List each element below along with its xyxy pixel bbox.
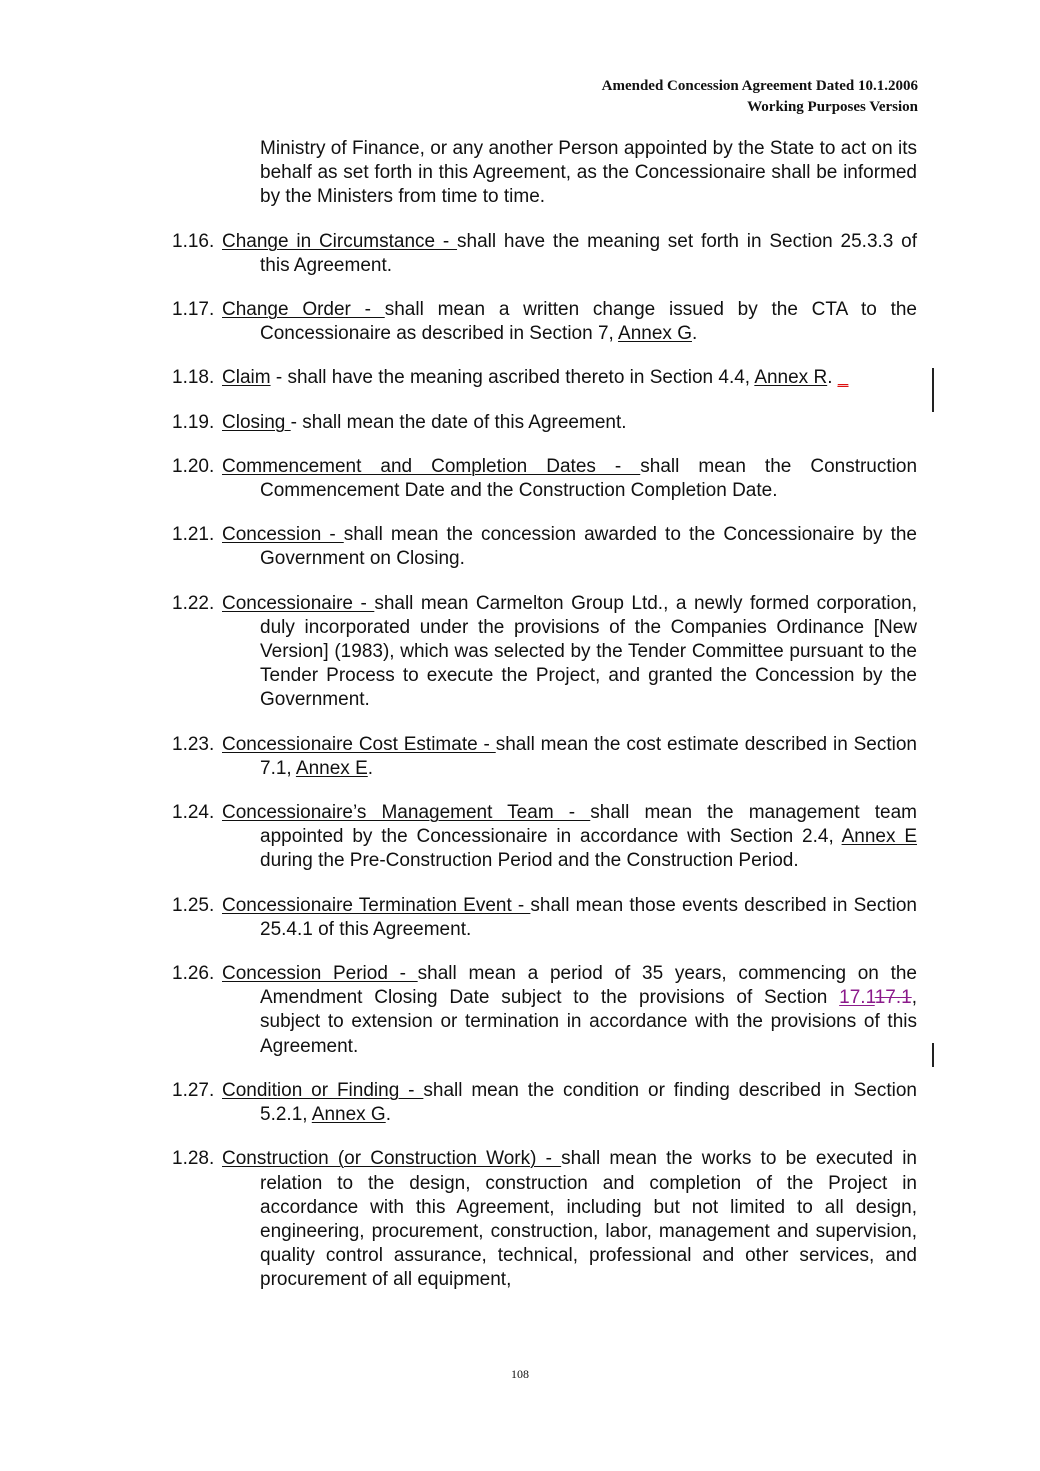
annex-reference[interactable]: Annex R: [754, 367, 828, 389]
definition-text: shall mean a period of 35 years, commencing on the Amendment Closing Date subject to the provisions of Section: [260, 963, 917, 1009]
revision-change-bar: [932, 368, 934, 412]
clause-number: 1.25.: [172, 894, 215, 916]
definition-1-23: [172, 733, 917, 781]
defined-term: Concessionaire Termination Event -: [222, 894, 531, 916]
defined-term: Concession -: [222, 524, 344, 546]
definition-text: shall mean Carmelton Group Ltd., a newly formed corporation, duly incorporated under the provisions of the Companies Ordinance [New Version] (1983), which was selected by the Tender Committee pursuant to the Tender Process to execute the Project, and granted the Concession by the Government.: [260, 592, 918, 711]
revision-mark: _: [837, 367, 849, 389]
revision-change-bar: [932, 1043, 934, 1067]
clause-number: 1.28.: [172, 1148, 215, 1170]
clause-number: 1.16.: [172, 230, 215, 252]
definition-text: shall mean the condition or finding described in Section 5.2.1,: [260, 1079, 917, 1126]
header-version: Working Purposes Version: [747, 99, 918, 115]
definition-text: shall mean the Construction Commencement Date and the Construction Completion Date.: [260, 455, 918, 502]
annex-reference[interactable]: Annex E: [295, 757, 368, 779]
definition-1-25: [172, 894, 917, 942]
definition-text: shall mean the concession awarded to the Concessionaire by the Government on Closing.: [260, 524, 917, 570]
defined-term: Change Order -: [222, 299, 385, 321]
annex-reference[interactable]: Annex G: [618, 323, 692, 345]
clause-number: 1.26.: [172, 963, 215, 985]
definition-1-21: [172, 523, 917, 571]
definition-text-end: .: [385, 1104, 391, 1126]
definition-text: shall mean the works to be executed in relation to the design, construction and completion of the Project in accordance with this Agreement, including but not limited to all design, engineering, procurement, construction, labor, management and supervision, quality control assurance, technical, professional and other services, and procurement of all equipment,: [260, 1148, 917, 1291]
clause-number: 1.18.: [172, 367, 215, 389]
definition-1-18: [172, 366, 917, 390]
clause-number: 1.21.: [172, 524, 215, 546]
clause-number: 1.22.: [172, 592, 215, 614]
definition-text: shall mean a written change issued by the CTA to the Concessionaire as described in Section 7,: [260, 299, 917, 345]
continuation-paragraph: Ministry of Finance, or any another Person appointed by the State to act on its behalf as set forth in this Agreement, as the Concessionaire shall be informed by the Ministers from time to time.: [260, 138, 917, 208]
defined-term: Construction (or Construction Work) -: [222, 1148, 562, 1170]
annex-reference[interactable]: Annex G: [311, 1104, 386, 1126]
defined-term: Concessionaire Cost Estimate -: [222, 733, 496, 755]
definition-text-end: , subject to extension or termination in accordance with the provisions of this Agreement.: [260, 987, 917, 1057]
inserted-section-ref[interactable]: 17.1: [839, 987, 875, 1009]
definition-1-17: [172, 298, 917, 346]
header-title: Amended Concession Agreement Dated 10.1.2006: [601, 78, 918, 94]
clause-number: 1.19.: [172, 411, 215, 433]
definition-1-26: [172, 962, 917, 1059]
running-header: [602, 76, 918, 118]
clause-number: 1.27.: [172, 1079, 215, 1101]
definition-text-end: .: [691, 323, 698, 345]
definition-text: shall mean those events described in Section 25.4.1 of this Agreement.: [260, 894, 918, 940]
definition-text: shall have the meaning set forth in Section 25.3.3 of this Agreement.: [260, 230, 918, 276]
defined-term: Change in Circumstance -: [222, 230, 458, 252]
clause-number: 1.17.: [172, 299, 215, 321]
definition-1-24: [172, 801, 917, 874]
defined-term: Claim: [222, 367, 271, 389]
definition-1-27: [172, 1079, 917, 1127]
definition-text-end: .: [367, 757, 374, 779]
definition-1-16: [172, 230, 917, 278]
definition-1-28: [172, 1147, 917, 1292]
definition-text-end: .: [827, 367, 838, 389]
clause-number: 1.20.: [172, 455, 215, 477]
definition-1-20: [172, 455, 917, 503]
defined-term: Closing: [222, 411, 291, 433]
clause-number: 1.23.: [172, 733, 215, 755]
defined-term: Concession Period -: [222, 963, 418, 985]
page-number: 108: [511, 1367, 529, 1381]
definition-1-19: [172, 411, 917, 435]
definition-text: - shall have the meaning ascribed thereto in Section 4.4,: [270, 367, 755, 389]
defined-term: Concessionaire -: [222, 592, 375, 614]
definition-text: shall mean the cost estimate described in Section 7.1,: [260, 733, 917, 779]
definition-text: - shall mean the date of this Agreement.: [290, 411, 627, 433]
definition-1-22: [172, 592, 917, 713]
definition-text-end: during the Pre-Construction Period and the Construction Period.: [260, 850, 799, 872]
defined-term: Condition or Finding -: [222, 1079, 424, 1101]
annex-reference[interactable]: Annex E: [841, 826, 917, 848]
defined-term: Concessionaire’s Management Team -: [222, 802, 591, 824]
clause-number: 1.24.: [172, 802, 215, 824]
deleted-section-ref: 17.1: [874, 987, 912, 1009]
document-body: [172, 137, 917, 1313]
definition-text: shall mean the management team appointed by the Concessionaire in accordance with Section 2.4,: [260, 802, 917, 848]
defined-term: Commencement and Completion Dates -: [222, 455, 641, 477]
